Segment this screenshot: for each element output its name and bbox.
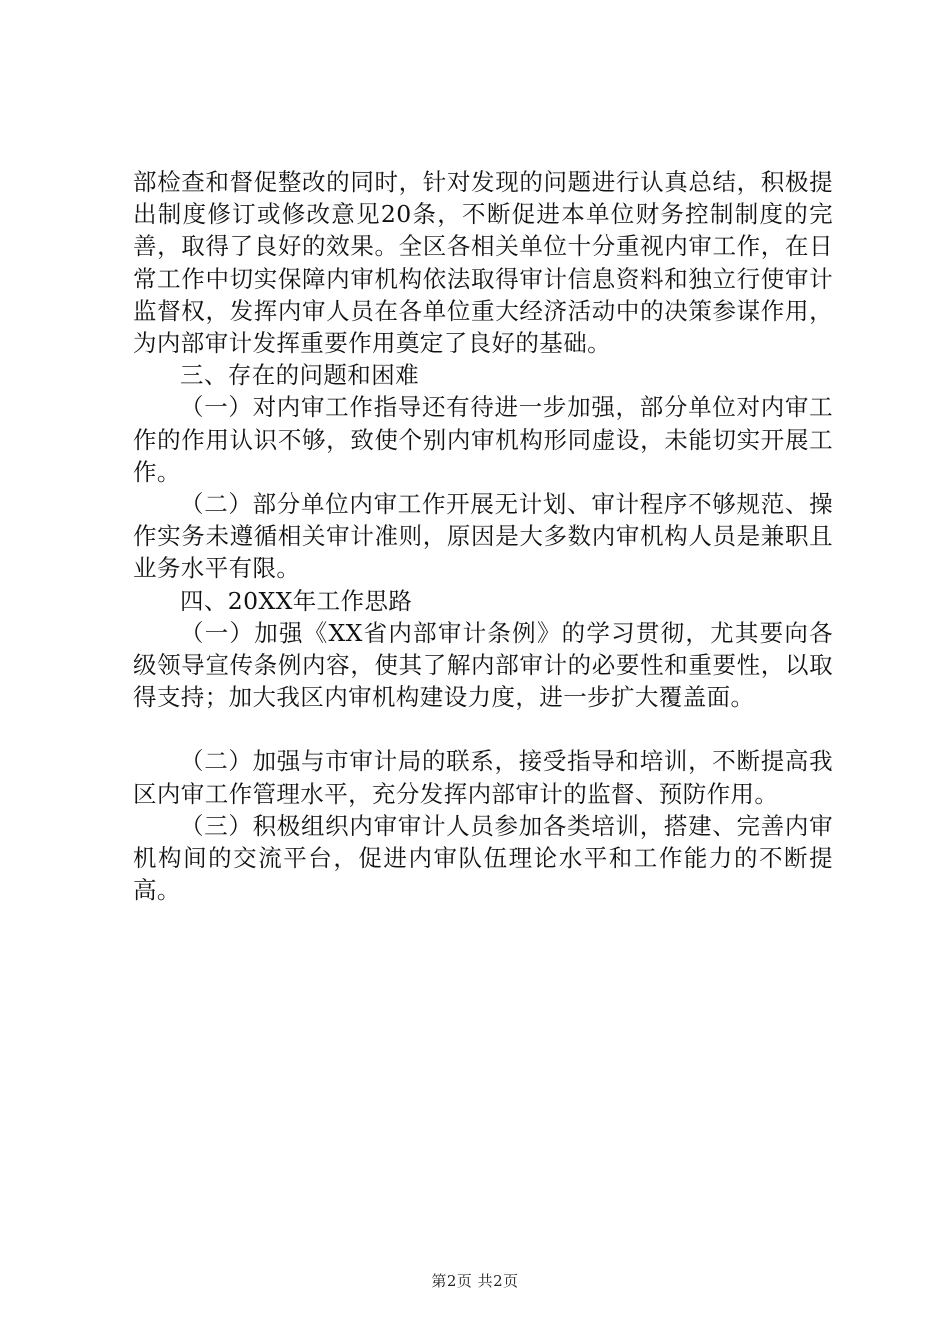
paragraph-problem-1: （一）对内审工作指导还有待进一步加强，部分单位对内审工作的作用认识不够，致使个别内审机构形同虚设，未能切实开展工作。 bbox=[133, 393, 833, 486]
paragraph-plan-2: （二）加强与市审计局的联系，接受指导和培训，不断提高我区内审工作管理水平，充分发挥内部审计的监督、预防作用。 bbox=[133, 747, 833, 808]
section-heading-problems: 三、存在的问题和困难 bbox=[180, 361, 419, 390]
paragraph-spacer bbox=[133, 713, 833, 745]
section-heading-plan: 四、20XX年工作思路 bbox=[180, 586, 413, 615]
paragraph-plan-3: （三）积极组织内审审计人员参加各类培训，搭建、完善内审机构间的交流平台，促进内审队伍理论水平和工作能力的不断提高。 bbox=[133, 811, 833, 905]
paragraph-continuation: 部检查和督促整改的同时，针对发现的问题进行认真总结，积极提出制度修订或修改意见20条，不断促进本单位财务控制制度的完善，取得了良好的效果。全区各相关单位十分重视内审工作，在日常工作中切实保障内审机构依法取得审计信息资料和独立行使审计监督权，发挥内审人员在各单位重大经济活动中的决策参谋作用，为内部审计发挥重要作用奠定了良好的基础。 bbox=[133, 168, 833, 358]
paragraph-problem-2: （二）部分单位内审工作开展无计划、审计程序不够规范、操作实务未遵循相关审计准则，原因是大多数内审机构人员是兼职且业务水平有限。 bbox=[133, 490, 833, 583]
page-number-footer: 第2页 共2页 bbox=[431, 1272, 519, 1290]
document-body bbox=[133, 166, 833, 906]
paragraph-plan-1: （一）加强《XX省内部审计条例》的学习贯彻，尤其要向各级领导宣传条例内容，使其了解内部审计的必要性和重要性，以取得支持；加大我区内审机构建设力度，进一步扩大覆盖面。 bbox=[133, 618, 833, 712]
